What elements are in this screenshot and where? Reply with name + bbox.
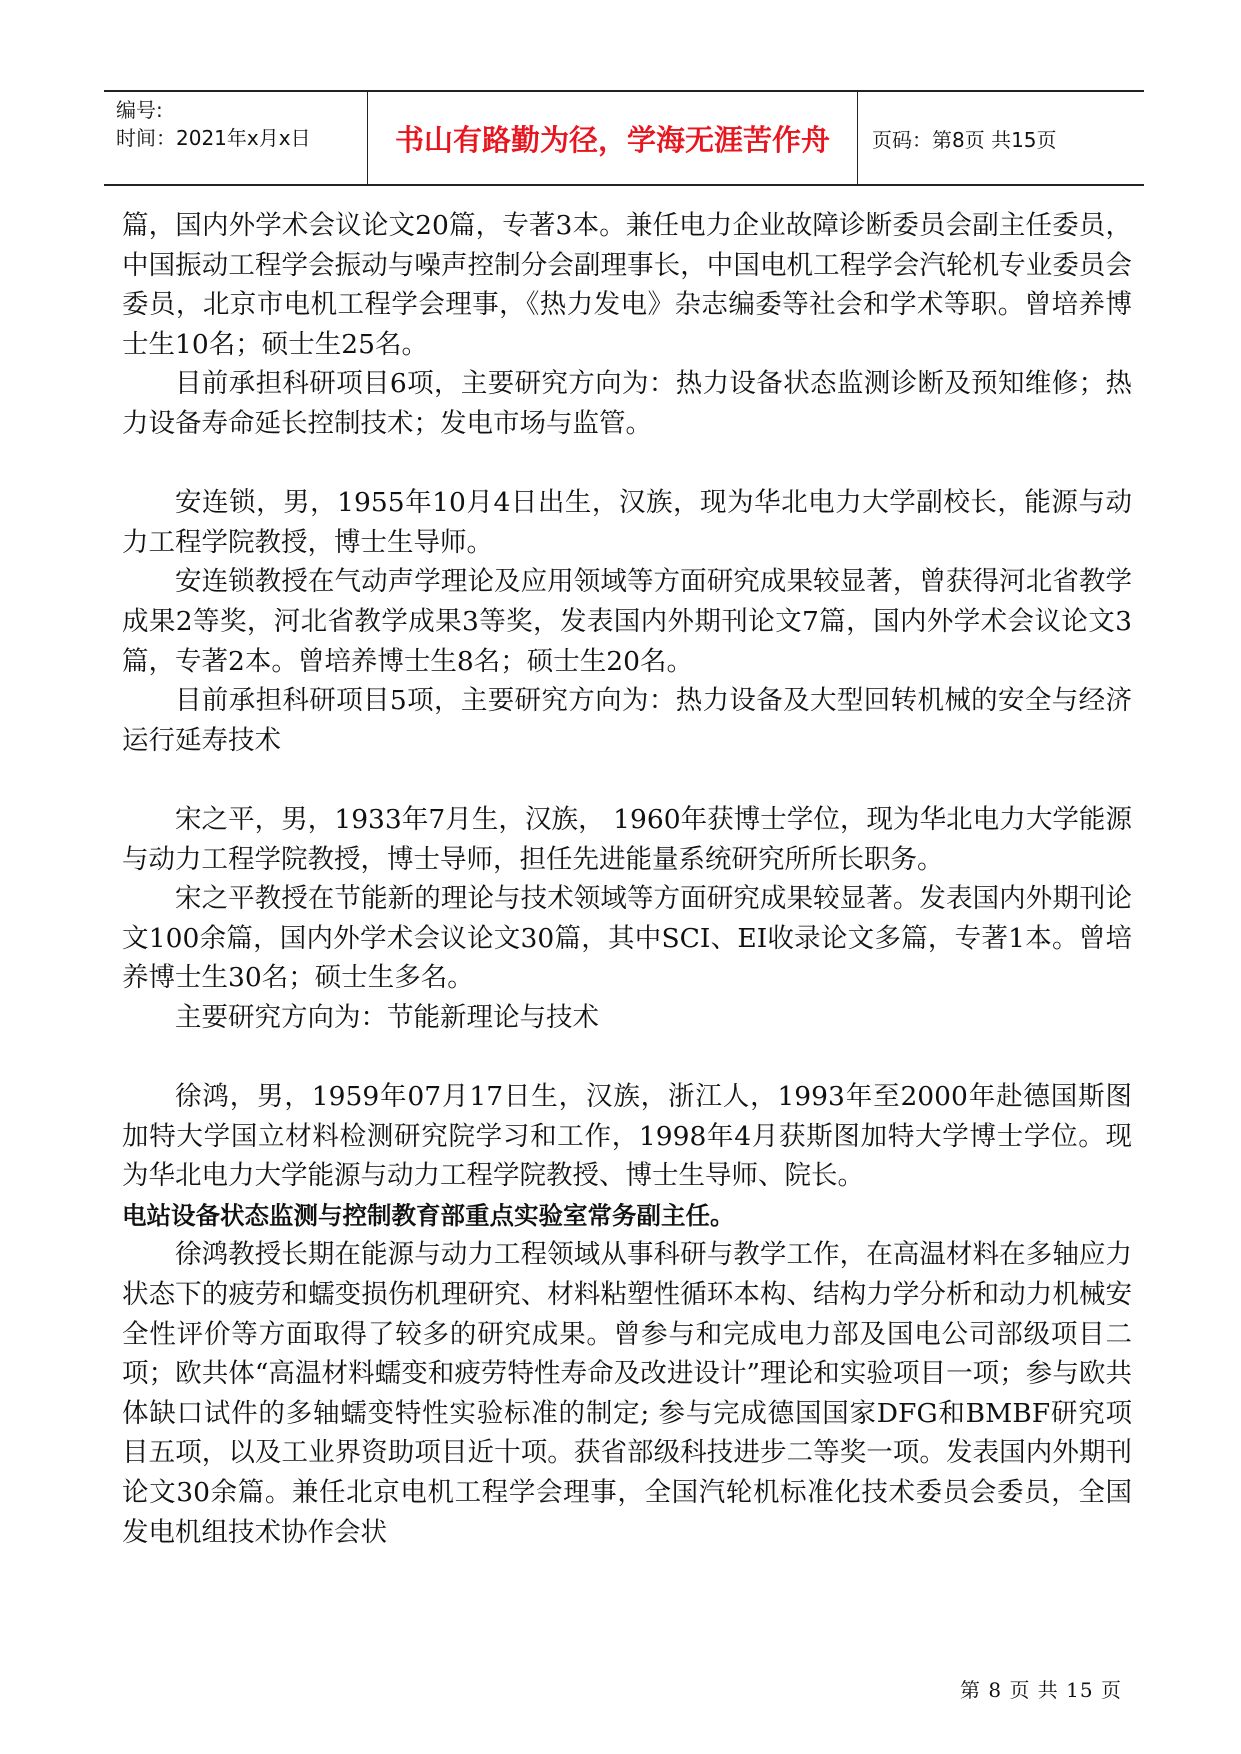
document-header	[104, 90, 1144, 186]
paragraph: 主要研究方向为：节能新理论与技术	[175, 1001, 599, 1033]
paragraph-bold: 电站设备状态监测与控制教育部重点实验室常务副主任。	[122, 1200, 735, 1230]
paragraph: 徐鸿教授长期在能源与动力工程领域从事科研与教学工作，在高温材料在多轴应力状态下的疲劳和蠕变损伤机理研究、材料粘塑性循环本构、结构力学分析和动力机械安全性评价等方面取得了较多的研究成果。曾参与和完成电力部及国电公司部级项目二项；欧共体“高温材料蠕变和疲劳特性寿命及改进设计”理论和实验项目一项；参与欧共体缺口试件的多轴蠕变特性实验标准的制定; 参与完成德国国家DFG和BMBF研究项目五项，以及工业界资助项目近十项。获省部级科技进步二等奖一项。发表国内外期刊论文30余篇。兼任北京电机工程学会理事，全国汽轮机标准化技术委员会委员，全国发电机组技术协作会状	[122, 1239, 1132, 1548]
number-label: 编号:	[116, 98, 163, 122]
time-label: 时间：2021年x月x日	[116, 126, 311, 150]
header-page-label: 页码：第8页 共15页	[872, 127, 1057, 152]
paragraph: 安连锁教授在气动声学理论及应用领域等方面研究成果较显著，曾获得河北省教学成果2等奖，河北省教学成果3等奖，发表国内外期刊论文7篇，国内外学术会议论文3篇，专著2本。曾培养博士生8名；硕士生20名。	[122, 566, 1132, 677]
paragraph: 宋之平，男，1933年7月生，汉族， 1960年获博士学位，现为华北电力大学能源与动力工程学院教授，博士导师，担任先进能量系统研究所所长职务。	[122, 803, 1132, 875]
paragraph: 篇，国内外学术会议论文20篇，专著3本。兼任电力企业故障诊断委员会副主任委员，中国振动工程学会振动与噪声控制分会副理事长，中国电机工程学会汽轮机专业委员会委员，北京市电机工程学会理事，《热力发电》杂志编委等社会和学术等职。曾培养博士生10名；硕士生25名。	[122, 210, 1132, 360]
paragraph: 目前承担科研项目6项，主要研究方向为：热力设备状态监测诊断及预知维修；热力设备寿命延长控制技术；发电市场与监管。	[122, 368, 1132, 439]
header-meta	[104, 92, 368, 184]
header-motto: 书山有路勤为径，学海无涯苦作舟	[368, 92, 858, 184]
document-body	[122, 206, 1132, 1552]
paragraph: 目前承担科研项目5项，主要研究方向为：热力设备及大型回转机械的安全与经济运行延寿技术	[122, 685, 1132, 756]
paragraph: 徐鸿，男，1959年07月17日生，汉族，浙江人，1993年至2000年赴德国斯图加特大学国立材料检测研究院学习和工作，1998年4月获斯图加特大学博士学位。现为华北电力大学能源与动力工程学院教授、博士生导师、院长。	[122, 1081, 1132, 1192]
paragraph: 宋之平教授在节能新的理论与技术领域等方面研究成果较显著。发表国内外期刊论文100余篇，国内外学术会议论文30篇，其中SCI、EI收录论文多篇，专著1本。曾培养博士生30名；硕士生多名。	[122, 883, 1132, 994]
page-footer: 第 8 页 共 15 页	[960, 1678, 1122, 1702]
paragraph: 安连锁，男，1955年10月4日出生，汉族，现为华北电力大学副校长，能源与动力工程学院教授，博士生导师。	[122, 487, 1132, 558]
